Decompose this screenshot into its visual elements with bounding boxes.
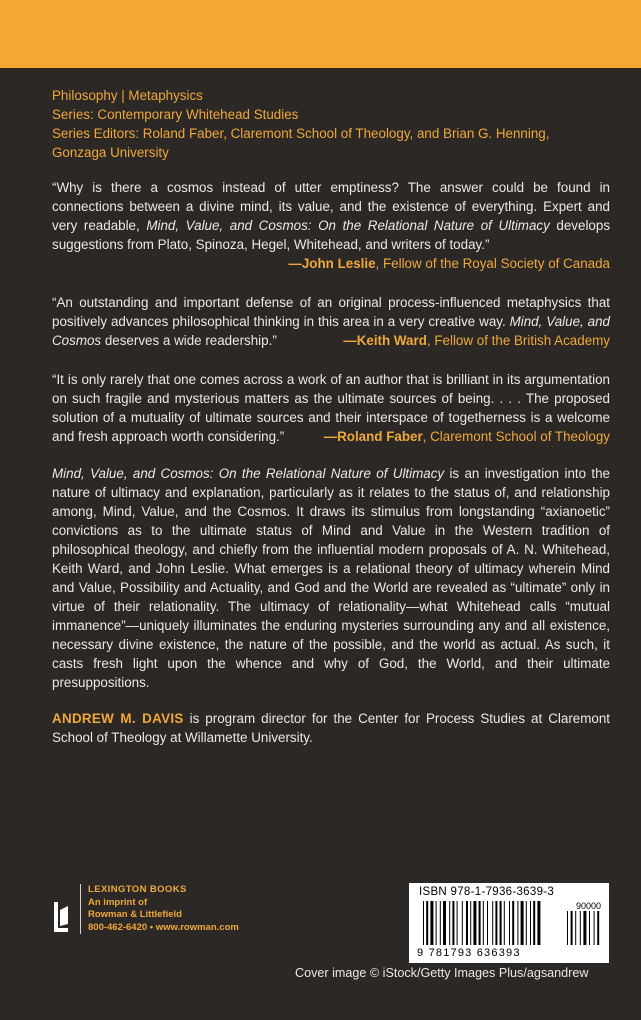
endorser-affiliation: , Fellow of the Royal Society of Canada [375, 256, 610, 271]
quote-attribution: —Roland Faber, Claremont School of Theology [323, 429, 610, 444]
isbn-barcode [409, 883, 609, 963]
publisher-block [52, 884, 239, 948]
quote-text: “It is only rarely that one comes across a work of an author that is brilliant in its argumentation on such fragile and mysterious matters as the ultimate sources of being. . . . The proposed solution of a mutuality of ultimate sources and their interspace of togetherness is a welcome and fresh approach worth considering.” [52, 372, 610, 444]
quote-text: “Why is there a cosmos instead of utter emptiness? The answer could be found in connections between a divine mind, its value, and the existence of everything. Expert and very readable, [52, 180, 610, 233]
cover-image-credit: Cover image © iStock/Getty Images Plus/agsandrew [295, 966, 589, 980]
description-text: is an investigation into the nature of ultimacy and explanation, particularly as it relates to the status of, and relationship among, Mind, Value, and the Cosmos. It draws its stimulus from longstanding “axianoetic” convictions as to the ultimate status of Mind and Value in the Western tradition of philosophical theology, and chiefly from the influential modern proposals of A. N. Whitehead, Keith Ward, and John Leslie. What emerges is a relational theory of ultimacy wherein Mind and Value, Possibility and Actuality, and God and the World are revealed as “ultimate” only in virtue of their relationality. The ultimacy of relationality—what Whitehead calls “mutual immanence”—uniquely illuminates the enduring mysteries surrounding any and all existence, necessary divine existence, the nature of the possible, and the world as actual. As such, it casts fresh light upon the whence and why of God, the World, and their ultimate presuppositions. [52, 466, 611, 690]
book-title: Mind, Value, and Cosmos: On the Relational Nature of Ultimacy [146, 218, 550, 233]
price-addon: 90000 [575, 901, 601, 911]
category-line: Philosophy | Metaphysics [52, 88, 203, 103]
author-name: ANDREW M. DAVIS [52, 711, 184, 726]
series-info [52, 86, 610, 162]
publisher-info [80, 884, 239, 934]
editors-line-2: Gonzaga University [52, 145, 169, 160]
publisher-name: LEXINGTON BOOKS [88, 884, 187, 895]
quote-leslie [52, 178, 610, 273]
endorser-name: Keith Ward [356, 333, 427, 348]
isbn-text: ISBN 978-1-7936-3639-3 [419, 886, 555, 898]
publisher-contact: 800-462-6420 • www.rowman.com [88, 921, 239, 933]
quote-text: “An outstanding and important defense of an original process-influenced metaphysics that positively advances philosophical thinking in this area in a very creative way. [52, 295, 610, 329]
publisher-imprint: An imprint of [88, 896, 148, 908]
publisher-logo-icon [52, 896, 70, 948]
quote-attribution: —Keith Ward, Fellow of the British Academy [343, 333, 610, 348]
book-title: Mind, Value, and Cosmos [52, 314, 610, 348]
top-color-band [0, 0, 641, 68]
endorser-name: John Leslie [301, 256, 376, 271]
quote-text-2: deserves a wide readership.” [101, 333, 277, 348]
quote-attribution: —John Leslie, Fellow of the Royal Society of Canada [288, 256, 610, 271]
author-bio [52, 709, 610, 747]
endorser-affiliation: , Claremont School of Theology [422, 429, 610, 444]
book-title: Mind, Value, and Cosmos: On the Relational Nature of Ultimacy [52, 466, 445, 481]
back-cover-text [52, 86, 610, 747]
bio-text: is program director for the Center for Process Studies at Claremont School of Theology at Willamette University. [52, 711, 610, 745]
quote-faber [52, 370, 610, 446]
quote-ward [52, 293, 610, 350]
editors-line: Series Editors: Roland Faber, Claremont School of Theology, and Brian G. Henning, [52, 126, 550, 141]
endorser-name: Roland Faber [337, 429, 423, 444]
book-description [52, 464, 610, 692]
ean-digits: 9 781793 636393 [417, 947, 521, 959]
series-line: Series: Contemporary Whitehead Studies [52, 107, 299, 122]
quote-text-2: develops suggestions from Plato, Spinoza, Hegel, Whitehead, and writers of today.” [52, 218, 611, 252]
endorser-affiliation: , Fellow of the British Academy [426, 333, 610, 348]
publisher-parent: Rowman & Littlefield [88, 909, 182, 920]
